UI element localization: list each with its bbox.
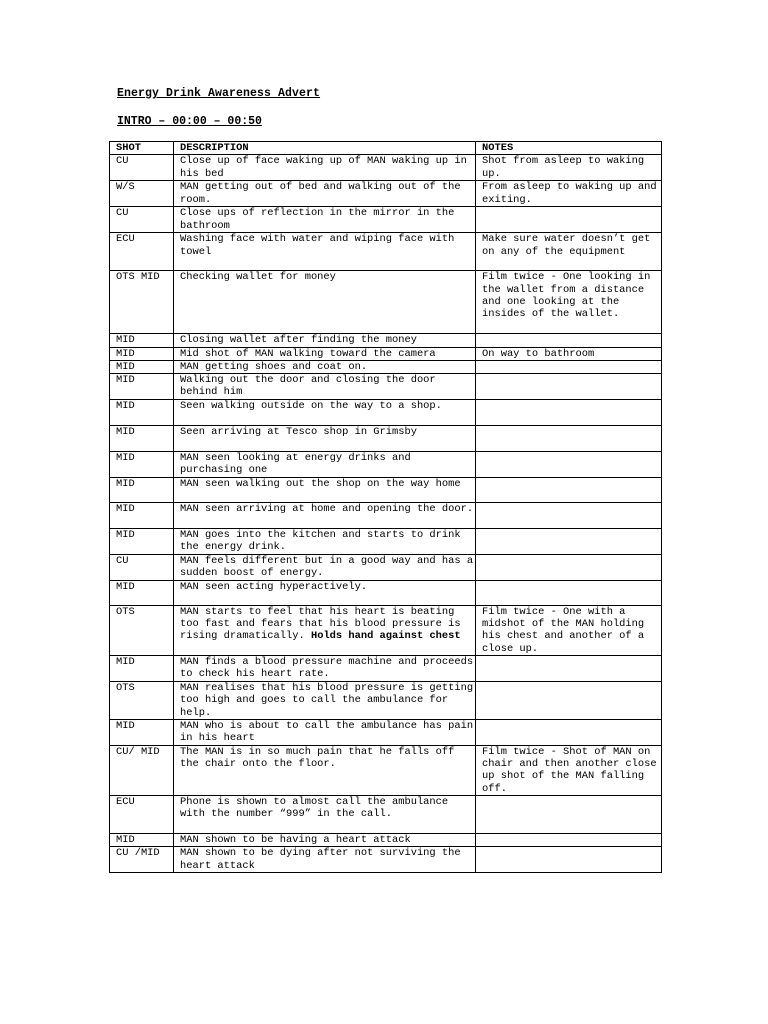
shot-cell: MID	[110, 334, 174, 347]
shot-cell: MID	[110, 478, 174, 503]
shot-cell: MID	[110, 426, 174, 452]
description-cell: Mid shot of MAN walking toward the camera	[174, 347, 476, 360]
table-row	[110, 374, 662, 400]
description-cell: MAN feels different but in a good way and has a sudden boost of energy.	[174, 554, 476, 580]
table-row	[110, 478, 662, 503]
notes-cell	[476, 503, 662, 529]
shot-cell: ECU	[110, 233, 174, 271]
notes-cell	[476, 478, 662, 503]
notes-cell	[476, 207, 662, 233]
shot-list-table	[109, 141, 662, 873]
description-cell: The MAN is in so much pain that he falls off the chair onto the floor.	[174, 745, 476, 795]
description-cell: Close up of face waking up of MAN waking up in his bed	[174, 155, 476, 181]
description-cell: MAN getting out of bed and walking out of the room.	[174, 181, 476, 207]
table-row	[110, 605, 662, 655]
shot-cell: CU	[110, 155, 174, 181]
notes-cell	[476, 529, 662, 555]
table-row	[110, 207, 662, 233]
shot-cell: CU	[110, 207, 174, 233]
description-cell	[174, 605, 476, 655]
notes-cell	[476, 719, 662, 745]
description-cell: Closing wallet after finding the money	[174, 334, 476, 347]
description-cell: MAN seen arriving at home and opening the door.	[174, 503, 476, 529]
description-cell: MAN who is about to call the ambulance has pain in his heart	[174, 719, 476, 745]
shot-cell: OTS	[110, 681, 174, 719]
table-row	[110, 452, 662, 478]
table-row	[110, 181, 662, 207]
table-row	[110, 503, 662, 529]
notes-cell: Film twice - One looking in the wallet from a distance and one looking at the insides of the wallet.	[476, 271, 662, 334]
section-heading: INTRO – 00:00 – 00:50	[117, 115, 262, 128]
shot-cell: OTS	[110, 605, 174, 655]
notes-cell	[476, 334, 662, 347]
shot-cell: MID	[110, 400, 174, 426]
table-row	[110, 655, 662, 681]
table-header-row	[110, 142, 662, 155]
description-cell: MAN finds a blood pressure machine and proceeds to check his heart rate.	[174, 655, 476, 681]
description-cell: MAN shown to be dying after not surviving the heart attack	[174, 847, 476, 873]
shot-cell: CU/ MID	[110, 745, 174, 795]
description-cell: Washing face with water and wiping face with towel	[174, 233, 476, 271]
shot-cell: CU /MID	[110, 847, 174, 873]
table-row	[110, 360, 662, 373]
description-cell: Seen arriving at Tesco shop in Grimsby	[174, 426, 476, 452]
shot-cell: MID	[110, 503, 174, 529]
description-cell: MAN seen acting hyperactively.	[174, 580, 476, 605]
table-row	[110, 745, 662, 795]
notes-cell: From asleep to waking up and exiting.	[476, 181, 662, 207]
shot-cell: CU	[110, 554, 174, 580]
shot-cell: MID	[110, 529, 174, 555]
header-notes: NOTES	[476, 142, 662, 155]
notes-cell	[476, 400, 662, 426]
header-description: DESCRIPTION	[174, 142, 476, 155]
notes-cell	[476, 360, 662, 373]
table-row	[110, 347, 662, 360]
notes-cell	[476, 426, 662, 452]
notes-cell: Film twice - One with a midshot of the MAN holding his chest and another of a close up.	[476, 605, 662, 655]
description-bold-text: Holds hand against chest	[310, 630, 461, 643]
shot-cell: MID	[110, 360, 174, 373]
notes-cell	[476, 374, 662, 400]
description-cell: Checking wallet for money	[174, 271, 476, 334]
shot-cell: MID	[110, 719, 174, 745]
description-cell: MAN seen walking out the shop on the way home	[174, 478, 476, 503]
shot-cell: MID	[110, 655, 174, 681]
table-row	[110, 233, 662, 271]
notes-cell	[476, 655, 662, 681]
shot-cell: MID	[110, 374, 174, 400]
description-cell: MAN seen looking at energy drinks and purchasing one	[174, 452, 476, 478]
table-row	[110, 554, 662, 580]
table-row	[110, 847, 662, 873]
notes-cell	[476, 580, 662, 605]
table-row	[110, 834, 662, 847]
shot-cell: MID	[110, 452, 174, 478]
description-cell: Seen walking outside on the way to a shop.	[174, 400, 476, 426]
notes-cell	[476, 796, 662, 834]
table-row	[110, 529, 662, 555]
shot-cell: MID	[110, 347, 174, 360]
notes-cell	[476, 847, 662, 873]
notes-cell	[476, 554, 662, 580]
notes-cell: On way to bathroom	[476, 347, 662, 360]
table-row	[110, 400, 662, 426]
description-cell: Phone is shown to almost call the ambulance with the number “999” in the call.	[174, 796, 476, 834]
table-row	[110, 580, 662, 605]
description-cell: MAN realises that his blood pressure is getting too high and goes to call the ambulance for help.	[174, 681, 476, 719]
table-row	[110, 271, 662, 334]
description-text: MAN starts to feel that his heart is beating too fast and fears that his blood pressure is rising dramatically.	[180, 605, 461, 643]
table-row	[110, 155, 662, 181]
notes-cell	[476, 834, 662, 847]
table-row	[110, 426, 662, 452]
description-cell: Walking out the door and closing the door behind him	[174, 374, 476, 400]
shot-cell: MID	[110, 834, 174, 847]
document-title: Energy Drink Awareness Advert	[117, 87, 321, 100]
notes-cell: Shot from asleep to waking up.	[476, 155, 662, 181]
shot-cell: ECU	[110, 796, 174, 834]
notes-cell: Film twice - Shot of MAN on chair and then another close up shot of the MAN falling off.	[476, 745, 662, 795]
description-cell: MAN getting shoes and coat on.	[174, 360, 476, 373]
description-cell: MAN shown to be having a heart attack	[174, 834, 476, 847]
shot-cell: MID	[110, 580, 174, 605]
table-row	[110, 796, 662, 834]
shot-cell: OTS MID	[110, 271, 174, 334]
table-row	[110, 681, 662, 719]
notes-cell	[476, 681, 662, 719]
description-cell: Close ups of reflection in the mirror in the bathroom	[174, 207, 476, 233]
description-cell: MAN goes into the kitchen and starts to drink the energy drink.	[174, 529, 476, 555]
table-row	[110, 334, 662, 347]
notes-cell: Make sure water doesn’t get on any of the equipment	[476, 233, 662, 271]
notes-cell	[476, 452, 662, 478]
header-shot: SHOT	[110, 142, 174, 155]
table-row	[110, 719, 662, 745]
shot-cell: W/S	[110, 181, 174, 207]
